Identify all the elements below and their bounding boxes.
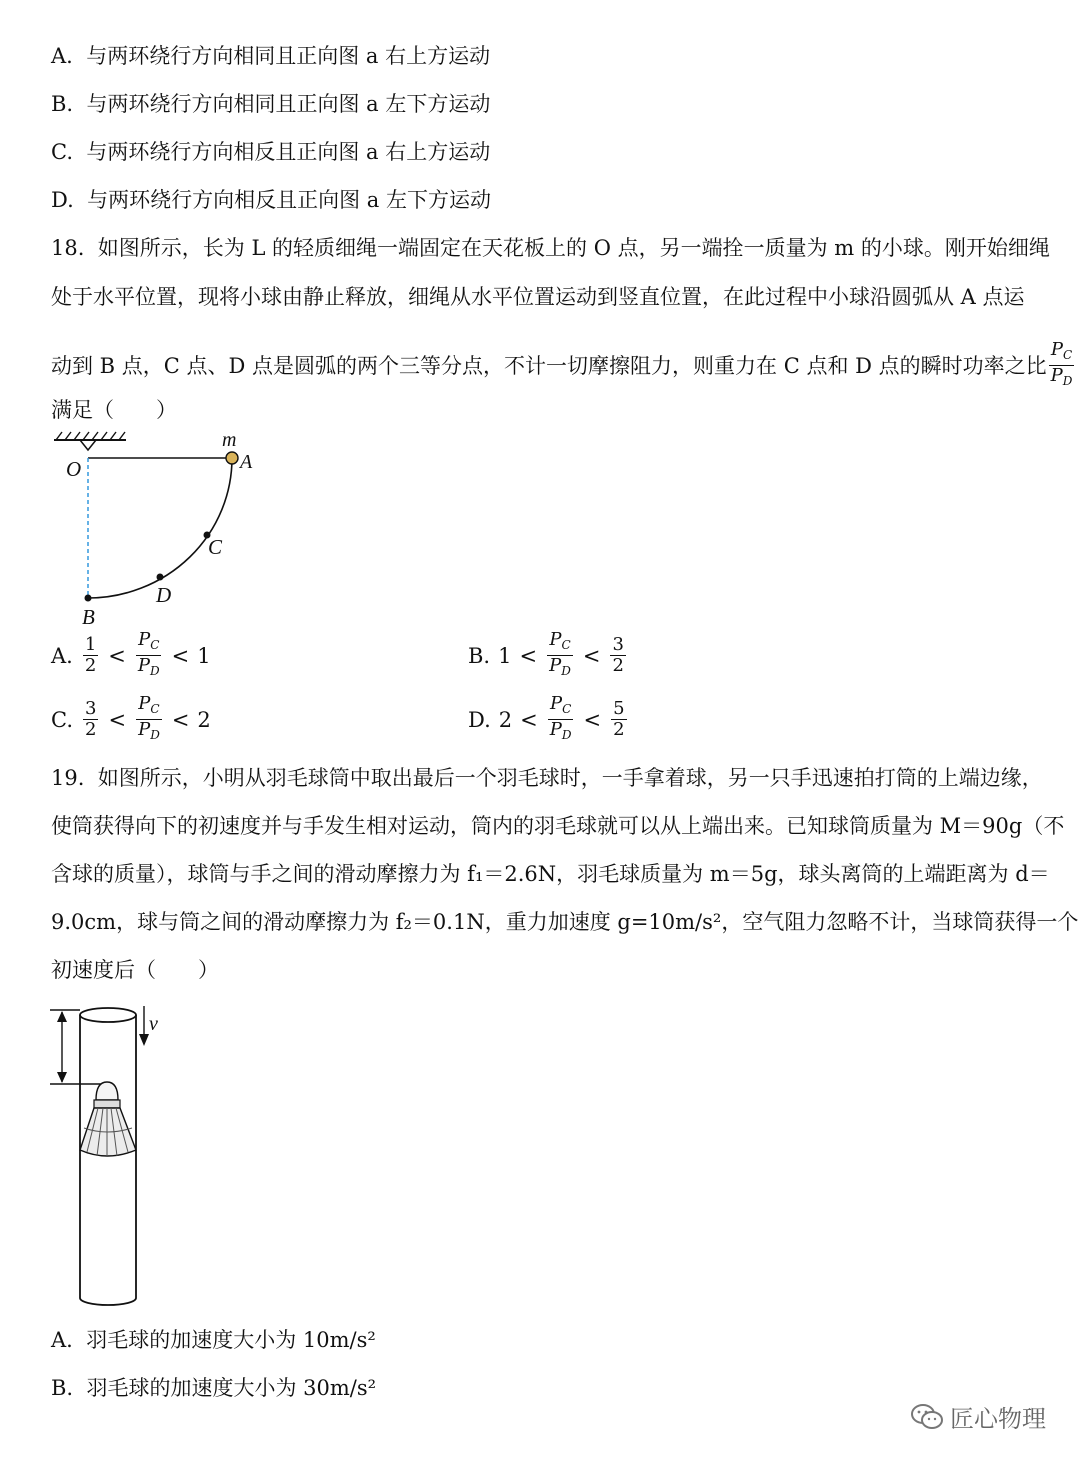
watermark: 匠心物理 xyxy=(910,1399,1046,1434)
q17-option-b: B. 与两环绕行方向相同且正向图 a 左下方运动 xyxy=(51,92,491,116)
label-d: D xyxy=(156,583,172,607)
q18-option-a: A. $\frac{1}{2}$ < $\frac{P_C}{P_D}$ < 1 xyxy=(51,629,211,678)
label-b: B xyxy=(82,605,95,629)
q19-line4: 9.0cm，球与筒之间的滑动摩擦力为 f₂＝0.1N，重力加速度 g=10m/s²，空气阻力忽略不计，当球筒获得一个 xyxy=(51,910,1079,934)
q18-line3: 动到 B 点，C 点、D 点是圆弧的两个三等分点，不计一切摩擦阻力，则重力在 C 点和 D 点的瞬时功率之比 $\frac{P_C}{P_D}$ xyxy=(51,340,1076,391)
q18-option-d: D. 2 < $\frac{P_C}{P_D}$ < $\frac{5}{2}$ xyxy=(468,693,625,742)
power-ratio-fraction: $\frac{P_C}{P_D}$ xyxy=(1050,339,1073,388)
q18-option-c: C. $\frac{3}{2}$ < $\frac{P_C}{P_D}$ < 2 xyxy=(51,693,211,742)
q19-line5: 初速度后（ ） xyxy=(51,958,219,982)
q19-line3: 含球的质量），球筒与手之间的滑动摩擦力为 f₁＝2.6N，羽毛球质量为 m＝5g，球头离筒的上端距离为 d＝ xyxy=(51,862,1050,886)
q19-option-a: A. 羽毛球的加速度大小为 10m/s² xyxy=(51,1328,376,1352)
label-v: v xyxy=(149,1013,158,1035)
wechat-icon xyxy=(910,1403,944,1431)
q17-option-c: C. 与两环绕行方向相反且正向图 a 右上方运动 xyxy=(51,140,491,164)
q17-option-a: A. 与两环绕行方向相同且正向图 a 右上方运动 xyxy=(51,44,491,68)
q19-option-b: B. 羽毛球的加速度大小为 30m/s² xyxy=(51,1376,377,1400)
label-a: A xyxy=(240,451,253,473)
shuttlecock-tube-figure xyxy=(44,1000,174,1312)
label-c: C xyxy=(208,535,223,559)
q19-line1: 19. 如图所示，小明从羽毛球筒中取出最后一个羽毛球时，一手拿着球，另一只手迅速拍打筒的上端边缘， xyxy=(51,766,1043,790)
q18-option-b: B. 1 < $\frac{P_C}{P_D}$ < $\frac{3}{2}$ xyxy=(468,629,624,678)
q19-line2: 使筒获得向下的初速度并与手发生相对运动，筒内的羽毛球就可以从上端出来。已知球筒质量为 M＝90g（不 xyxy=(51,814,1065,838)
q18-line2: 处于水平位置，现将小球由静止释放，细绳从水平位置运动到竖直位置，在此过程中小球沿圆弧从 A 点运 xyxy=(51,285,1025,309)
q17-option-d: D. 与两环绕行方向相反且正向图 a 左下方运动 xyxy=(51,188,491,212)
q18-line4: 满足（ ） xyxy=(51,398,177,422)
label-m: m xyxy=(222,430,237,451)
label-o: O xyxy=(66,457,82,481)
q18-line1: 18. 如图所示，长为 L 的轻质细绳一端固定在天花板上的 O 点，另一端拴一质量为 m 的小球。刚开始细绳 xyxy=(51,236,1050,260)
pendulum-figure xyxy=(46,430,266,630)
